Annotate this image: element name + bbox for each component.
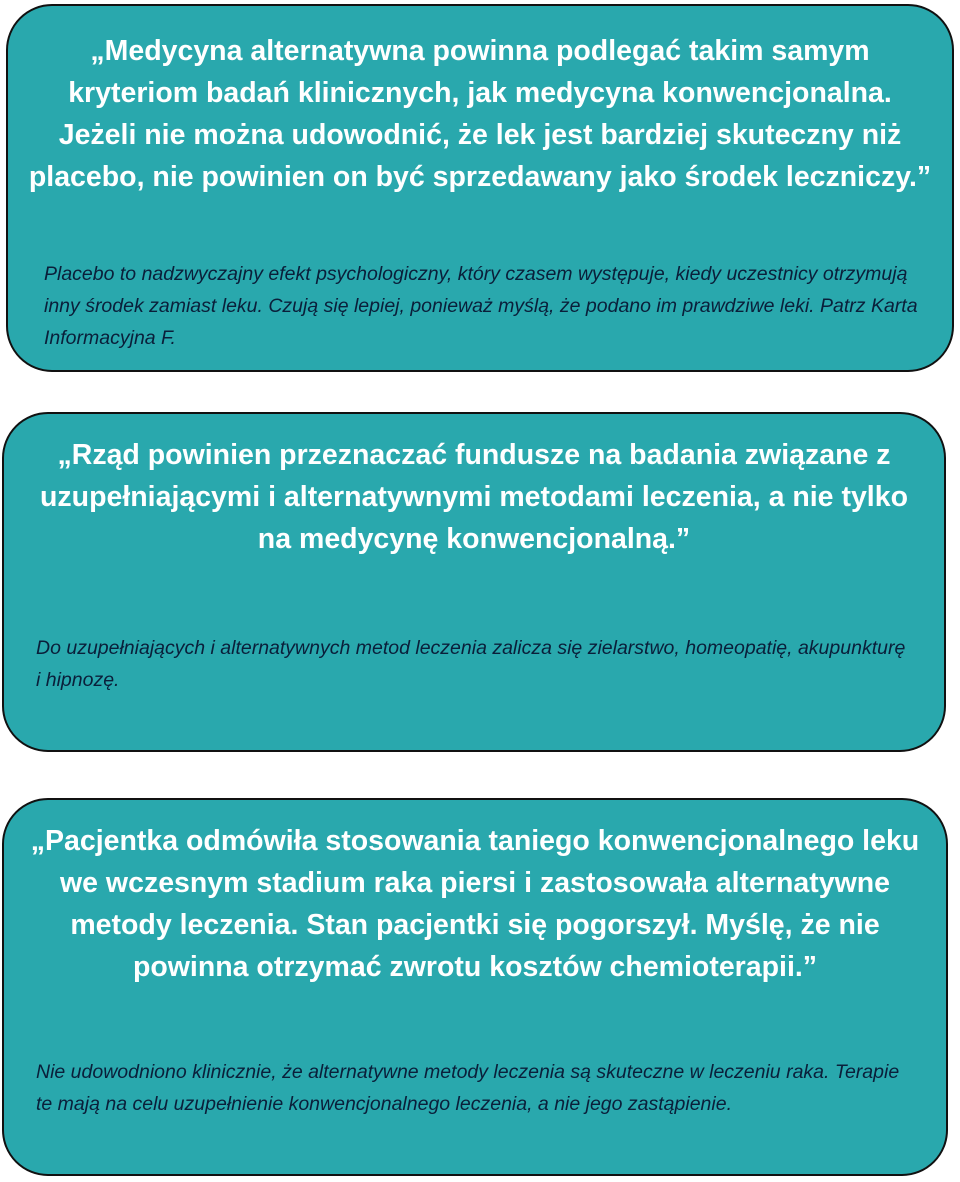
statement-card-2 bbox=[2, 412, 946, 752]
statement-card-3 bbox=[2, 798, 948, 1176]
statement-card-1 bbox=[6, 4, 954, 372]
statement-quote-text: „Medycyna alternatywna powinna podlegać takim samym kryteriom badań klinicznych, jak medycyna konwencjonalna. Jeżeli nie można udowodnić, że lek jest bardziej skuteczny niż placebo, nie powinien on być sprzedawany jako środek leczniczy.” bbox=[28, 35, 932, 193]
statement-quote bbox=[28, 30, 932, 198]
statement-quote bbox=[24, 434, 924, 560]
statement-note: Nie udowodniono klinicznie, że alternatywne metody leczenia są skuteczne w leczeniu raka. Terapie te mają na celu uzupełnienie konwencjonalnego leczenia, a nie jego zastąpienie. bbox=[36, 1061, 900, 1115]
statement-note: Placebo to nadzwyczajny efekt psychologiczny, który czasem występuje, kiedy uczestnicy otrzymują inny środek zamiast leku. Czują się lepiej, ponieważ myślą, że podano im prawdziwe leki. Patrz Karta Informacyjna F. bbox=[44, 263, 918, 349]
statement-quote-text: „Rząd powinien przeznaczać fundusze na badania związane z uzupełniającymi i alternatywnymi metodami leczenia, a nie tylko na medycynę konwencjonalną.” bbox=[40, 439, 908, 555]
statement-quote-text: „Pacjentka odmówiła stosowania taniego konwencjonalnego leku we wczesnym stadium raka piersi i zastosowała alternatywne metody leczenia. Stan pacjentki się pogorszył. Myślę, że nie powinna otrzymać zwrotu kosztów chemioterapii.” bbox=[30, 825, 920, 983]
statement-note: Do uzupełniających i alternatywnych metod leczenia zalicza się zielarstwo, homeopatię, akupunkturę i hipnozę. bbox=[36, 637, 906, 691]
statement-quote bbox=[24, 820, 926, 988]
